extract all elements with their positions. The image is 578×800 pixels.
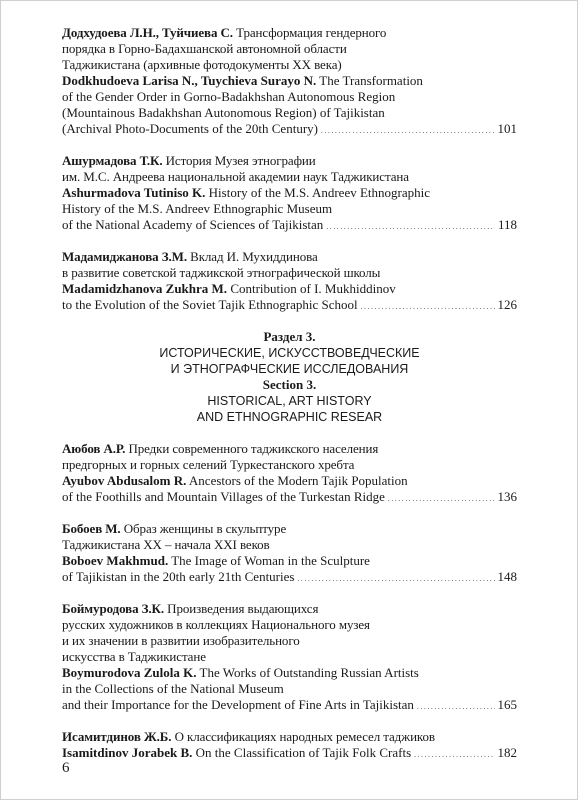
dot-leader	[361, 297, 495, 315]
toc-entry-ru-line: Додхудоева Л.Н., Туйчиева С. Трансформация гендерного	[62, 25, 387, 40]
dot-leader	[388, 489, 495, 507]
toc-entry-last-line	[62, 569, 517, 587]
toc-entry-last-line	[62, 121, 517, 139]
section-ru-title-2: И ЭТНОГРАФЧЕСКИЕ ИССЛЕДОВАНИЯ	[170, 362, 409, 376]
toc-entry-ru-line: Исамитдинов Ж.Б. О классификациях народных ремесел таджиков	[62, 729, 435, 744]
dot-leader	[326, 217, 495, 235]
toc-entry-en-last: Isamitdinov Jorabek B. On the Classification of Tajik Folk Crafts	[62, 745, 412, 760]
toc-entry-page: 165	[497, 697, 517, 712]
toc-entry-page: 101	[497, 121, 517, 136]
toc-entry-ru-line: Боймуродова З.К. Произведения выдающихся	[62, 601, 319, 616]
toc-entry	[62, 601, 517, 715]
toc-entry-en-line: (Mountainous Badakhshan Autonomous Region) of Tajikistan	[62, 105, 385, 120]
toc-entry-en-last: to the Evolution of the Soviet Tajik Ethnographic School	[62, 297, 358, 312]
toc-block-1	[62, 25, 517, 315]
section-en-title-1: HISTORICAL, ART HISTORY	[207, 394, 372, 408]
toc-entry-page: 136	[497, 489, 517, 504]
toc-entry-page: 148	[497, 569, 517, 584]
section-ru-title-1: ИСТОРИЧЕСКИЕ, ИСКУССТВОВЕДЧЕСКИЕ	[159, 346, 420, 360]
toc-entry-last-line	[62, 489, 517, 507]
dot-leader	[297, 569, 494, 587]
toc-entry-en-last: (Archival Photo-Documents of the 20th Century)	[62, 121, 318, 136]
toc-entry-en-line: Dodkhudoeva Larisa N., Tuychieva Surayo N. The Transformation	[62, 73, 423, 88]
toc-entry-ru-line: порядка в Горно-Бадахшанской автономной области	[62, 41, 347, 56]
dot-leader	[414, 745, 494, 763]
toc-entry-ru-line: им. М.С. Андреева национальной академии наук Таджикистана	[62, 169, 409, 184]
toc-entry-en-line: Boboev Makhmud. The Image of Woman in the Sculpture	[62, 553, 370, 568]
toc-entry-ru-line: Бобоев М. Образ женщины в скульптуре	[62, 521, 287, 536]
toc-entry-page: 182	[497, 745, 517, 760]
toc-entry-ru-line: предгорных и горных селений Туркестанского хребта	[62, 457, 355, 472]
toc-entry-en-line: Ashurmadova Tutiniso K. History of the M.S. Andreev Ethnographic	[62, 185, 430, 200]
section-heading	[62, 329, 517, 425]
toc-entry-en-line: Ayubov Abdusalom R. Ancestors of the Modern Tajik Population	[62, 473, 408, 488]
toc-entry-page: 126	[497, 297, 517, 312]
toc-entry-en-line: Boymurodova Zulola K. The Works of Outstanding Russian Artists	[62, 665, 419, 680]
table-of-contents	[62, 25, 517, 777]
toc-entry	[62, 153, 517, 235]
section-en-heading: Section 3.	[262, 377, 317, 392]
toc-entry-en-line: History of the M.S. Andreev Ethnographic Museum	[62, 201, 333, 216]
toc-entry-en-line: of the Gender Order in Gorno-Badakhshan Autonomous Region	[62, 89, 396, 104]
toc-entry-ru-line: Таджикистана (архивные фотодокументы XX века)	[62, 57, 342, 72]
toc-entry	[62, 729, 517, 763]
toc-entry-last-line	[62, 697, 517, 715]
toc-entry-last-line	[62, 745, 517, 763]
toc-entry	[62, 441, 517, 507]
toc-entry-ru-line: в развитие советской таджикской этнографической школы	[62, 265, 381, 280]
toc-entry-ru-line: русских художников в коллекциях Национального музея	[62, 617, 370, 632]
toc-entry-ru-line: и их значении в развитии изобразительного	[62, 633, 300, 648]
toc-entry-en-last: of the National Academy of Sciences of Tajikistan	[62, 217, 324, 232]
toc-entry	[62, 249, 517, 315]
section-ru-heading: Раздел 3.	[263, 329, 316, 344]
toc-entry	[62, 25, 517, 139]
toc-entry-ru-line: искусства в Таджикистане	[62, 649, 206, 664]
page-number: 6	[62, 760, 70, 776]
toc-entry-ru-line: Аюбов А.Р. Предки современного таджикского населения	[62, 441, 379, 456]
toc-entry-page: 118	[497, 217, 517, 232]
toc-block-2	[62, 441, 517, 763]
toc-entry-ru-line: Мадамиджанова З.М. Вклад И. Мухиддинова	[62, 249, 318, 264]
section-en-title-2: AND ETHNOGRAPHIC RESEAR	[196, 410, 383, 424]
toc-entry-en-last: and their Importance for the Development of Fine Arts in Tajikistan	[62, 697, 414, 712]
toc-entry-en-last: of Tajikistan in the 20th early 21th Centuries	[62, 569, 295, 584]
toc-entry-en-last: of the Foothills and Mountain Villages of the Turkestan Ridge	[62, 489, 385, 504]
dot-leader	[321, 121, 495, 139]
toc-entry-ru-line: Ашурмадова Т.К. История Музея этнографии	[62, 153, 316, 168]
toc-entry-last-line	[62, 297, 517, 315]
toc-entry-ru-line: Таджикистана XX – начала XXI веков	[62, 537, 270, 552]
dot-leader	[417, 697, 495, 715]
toc-entry-en-line: Madamidzhanova Zukhra M. Contribution of I. Mukhiddinov	[62, 281, 396, 296]
toc-entry-last-line	[62, 217, 517, 235]
toc-entry	[62, 521, 517, 587]
toc-entry-en-line: in the Collections of the National Museum	[62, 681, 284, 696]
